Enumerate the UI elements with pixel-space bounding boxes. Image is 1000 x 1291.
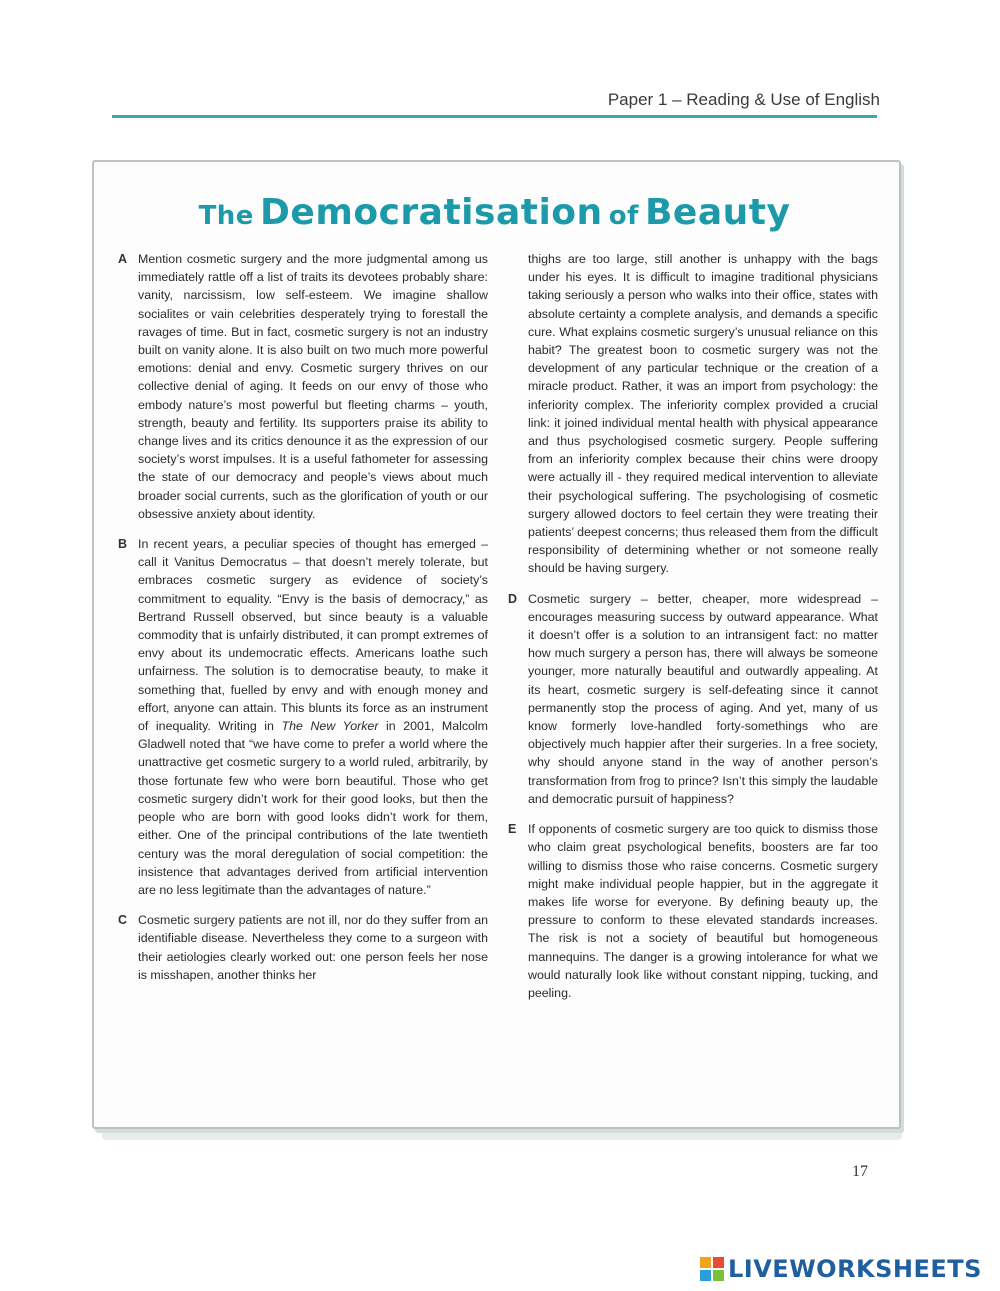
paragraph-b-text-1: In recent years, a peculiar species of thought has emerged – call it Vanitus Democratus – that doesn’t merely tolerate, but embraces cosmetic surgery as evidence of society’s commitment to equality. “Envy is the basis of democracy,” as Bertrand Russell observed, but since beauty is a valuable commodity that is unfairly distributed, it can prompt extremes of envy about its undemocratic effects. Americans loathe such unfairness. The solution is to democratise beauty, to make it something that, fuelled by envy and with enough money and effort, anyone can attain. This blunts its force as an instrument of inequality. Writing in xyxy=(138,537,488,734)
paragraph-d xyxy=(508,590,878,808)
title-word-beauty: Beauty xyxy=(644,192,791,233)
page-number: 17 xyxy=(852,1163,868,1180)
paragraph-a xyxy=(118,250,488,523)
paragraph-letter-b: B xyxy=(118,537,128,552)
paragraph-letter-c: C xyxy=(118,913,128,928)
paragraph-b-text-2: in 2001, Malcolm Gladwell noted that “we have come to prefer a world where the unattractive get cosmetic surgery to a world ruled, arbitrarily, by those fortunate few who were born beautiful. Those who get cosmetic surgery didn’t work for their good looks, but then the people who are born with good looks didn’t work for them, either. One of the principal contributions of the late twentieth century was the moral deregulation of social competition: the insistence that advantages derived from artificial intervention are no less legitimate than the advantages of nature.” xyxy=(138,719,488,897)
header-rule xyxy=(112,115,877,118)
paragraph-c-text-left: Cosmetic surgery patients are not ill, nor do they suffer from an identifiable disease. Nevertheless they come to a surgeon with their aetiologies clearly worked out: one person feels her nose is misshapen, another thinks her xyxy=(138,913,488,982)
paragraph-a-text: Mention cosmetic surgery and the more judgmental among us immediately rattle off a list of traits its devotees probably share: vanity, narcissism, low self-esteem. We imagine shallow socialites or vain celebrities desperately trying to forestall the ravages of time. But in fact, cosmetic surgery is not an industry built on vanity alone. It is also built on two much more powerful emotions: denial and envy. Cosmetic surgery thrives on our collective denial of aging. It feeds on our envy of those who embody nature’s most powerful but fleeting charms – youth, strength, beauty and fertility. Its supporters praise its ability to change lives and its critics denounce it as the expression of our society’s worst impulses. It is a useful fathometer for assessing the state of our democracy and people’s views about much broader social currents, such as the glorification of youth or our obsessive anxiety about identity. xyxy=(138,252,488,521)
paragraph-letter-e: E xyxy=(508,822,517,837)
paragraph-c-continued xyxy=(528,250,878,578)
title-word-the: The xyxy=(198,201,254,231)
paragraph-c-text-right: thighs are too large, still another is unhappy with the bags under his eyes. It is difficult to imagine traditional physicians taking seriously a person who walks into their office, states with absolute certainty a complete analysis, and demands a specific cure. What explains cosmetic surgery’s unusual reliance on this habit? The greatest boon to cosmetic surgery was not the development of any particular technique or the creation of a miracle product. Rather, it was an import from psychology: the inferiority complex. The inferiority complex provided a crucial link: it joined individual mental health with physical appearance and thus psychologised cosmetic surgery. People suffering from an inferiority complex because their chins were droopy were actually ill - they required medical intervention to alleviate their psychological suffering. The psychologising of cosmetic surgery allowed doctors to feel certain they were treating their patients’ deepest concerns; thus released them from the difficult responsibility of determining whether or not someone really should be having surgery. xyxy=(528,252,878,576)
paragraph-d-text: Cosmetic surgery – better, cheaper, more widespread – encourages measuring success by outward appearance. What it doesn’t offer is a solution to an intransigent fact: no matter how much surgery a person has, there will always be someone younger, more naturally beautiful and outwardly appealing. At its heart, cosmetic surgery is self-defeating since it cannot permanently stop the process of aging. And yet, many of us know formerly love-handled forty-somethings who are objectively much happier after their surgeries. In a free society, why should anyone stand in the way of another person’s transformation from frog to prince? Isn’t this simply the laudable and democratic pursuit of happiness? xyxy=(528,591,878,806)
article-title xyxy=(92,192,897,233)
liveworksheets-logo[interactable] xyxy=(700,1255,982,1283)
paragraph-letter-d: D xyxy=(508,591,518,606)
paragraph-e xyxy=(508,820,878,1002)
page-header: Paper 1 – Reading & Use of English xyxy=(607,90,880,109)
publication-name: The New Yorker xyxy=(281,719,379,734)
title-word-of: of xyxy=(608,201,639,231)
paragraph-e-text: If opponents of cosmetic surgery are too quick to dismiss those who claim great psychological benefits, boosters are far too willing to dismiss those who raise concerns. Cosmetic surgery might make individual people happier, but in the aggregate it makes life worse for everyone. By defining beauty up, the pressure to conform to these elevated standards increases. The risk is not a society of beautiful but homogeneous mannequins. The danger is a growing intolerance for what we would naturally look like without constant nipping, tucking, and peeling. xyxy=(528,822,878,1000)
left-column xyxy=(118,250,488,996)
title-word-democratisation: Democratisation xyxy=(260,192,603,233)
paragraph-c xyxy=(118,911,488,984)
liveworksheets-icon xyxy=(700,1257,724,1281)
right-column xyxy=(508,250,878,1014)
paragraph-letter-a: A xyxy=(118,252,128,266)
paragraph-b xyxy=(118,535,488,899)
brand-name: LIVEWORKSHEETS xyxy=(728,1255,982,1283)
